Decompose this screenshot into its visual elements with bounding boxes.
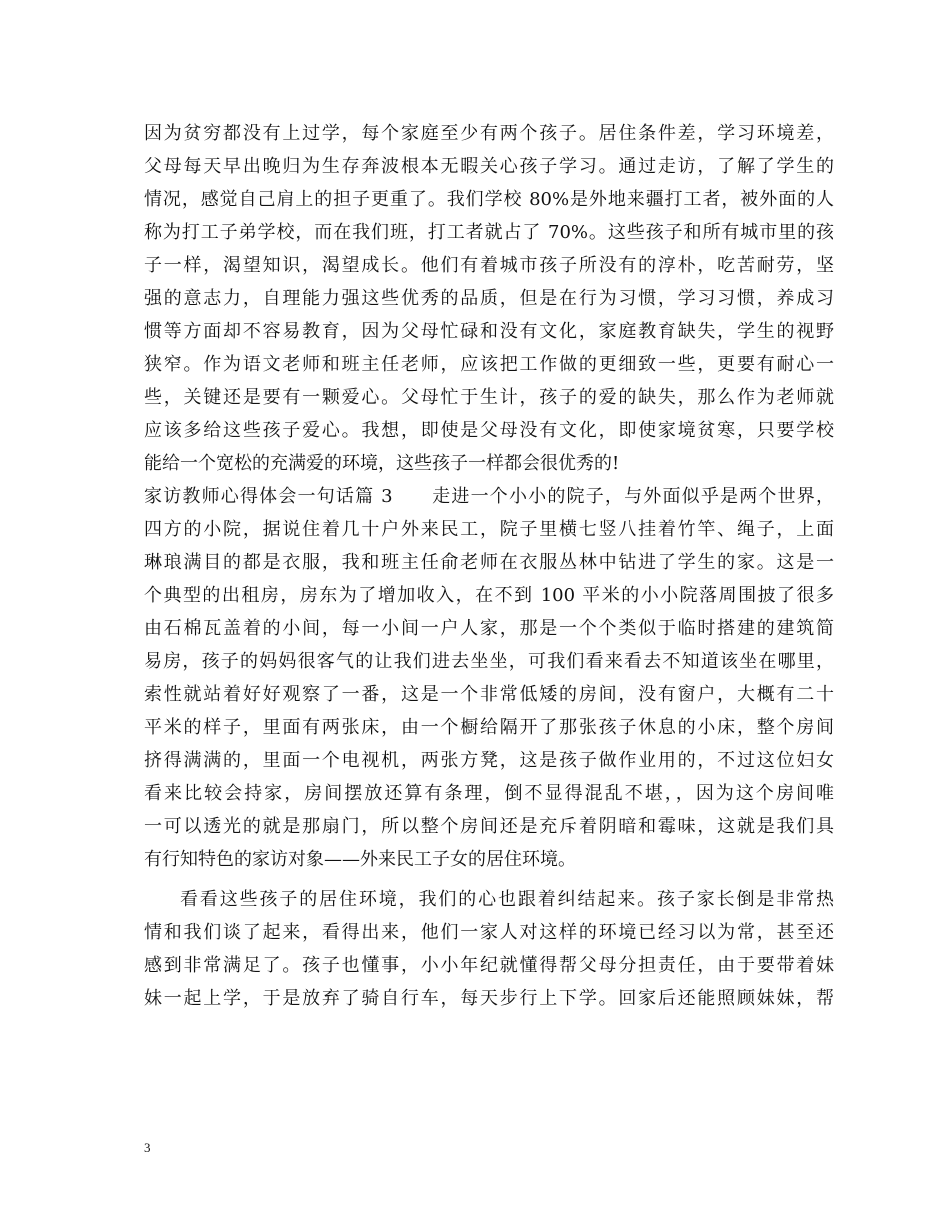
text-line: 挤得满满的，里面一个电视机，两张方凳，这是孩子做作业用的，不过这位妇女: [144, 750, 834, 771]
text-line: 平米的样子，里面有两张床，由一个橱给隔开了那张孩子休息的小床，整个房间: [144, 717, 834, 738]
text-line: 惯等方面却不容易教育，因为父母忙碌和没有文化，家庭教育缺失，学生的视野: [144, 321, 834, 342]
text-line: 索性就站着好好观察了一番，这是一个非常低矮的房间，没有窗户，大概有二十: [144, 684, 834, 705]
text-line: 感到非常满足了。孩子也懂事，小小年纪就懂得帮父母分担责任，由于要带着妹: [144, 955, 834, 976]
text-line: 些，关键还是要有一颗爱心。父母忙于生计，孩子的爱的缺失，那么作为老师就: [144, 387, 834, 408]
text-line: 应该多给这些孩子爱心。我想，即使是父母没有文化，即使家境贫寒，只要学校: [144, 420, 834, 441]
page-number: 3: [144, 1140, 151, 1155]
text-line: 狭窄。作为语文老师和班主任老师，应该把工作做的更细致一些，更要有耐心一: [144, 354, 834, 375]
text-line: 琳琅满目的都是衣服，我和班主任俞老师在衣服丛林中钻进了学生的家。这是一: [144, 552, 834, 573]
text-line: 易房，孩子的妈妈很客气的让我们进去坐坐，可我们看来看去不知道该坐在哪里，: [144, 651, 834, 672]
text-line: 强的意志力，自理能力强这些优秀的品质，但是在行为习惯，学习习惯，养成习: [144, 288, 834, 309]
text-line: 称为打工子弟学校，而在我们班，打工者就占了 70%。这些孩子和所有城市里的孩: [144, 222, 834, 243]
text-line: 个典型的出租房，房东为了增加收入，在不到 100 平米的小小院落周围披了很多: [144, 585, 834, 606]
text-line: 子一样，渴望知识，渴望成长。他们有着城市孩子所没有的淳朴，吃苦耐劳，坚: [144, 255, 834, 276]
paragraph-first-line: 看看这些孩子的居住环境，我们的心也跟着纠结起来。孩子家长倒是非常热: [180, 889, 834, 910]
text-line: 能给一个宽松的充满爱的环境，这些孩子一样都会很优秀的!: [144, 453, 620, 474]
section-heading-line: 家访教师心得体会一句话篇 3 走进一个小小的院子，与外面似乎是两个世界，: [144, 486, 834, 507]
text-line: 妹一起上学，于是放弃了骑自行车，每天步行上下学。回家后还能照顾妹妹，帮: [144, 988, 834, 1009]
body-text: [144, 117, 834, 1015]
text-line: 有行知特色的家访对象——外来民工子女的居住环境。: [144, 849, 576, 870]
text-line: 因为贫穷都没有上过学，每个家庭至少有两个孩子。居住条件差，学习环境差，: [144, 123, 834, 144]
text-line: 情和我们谈了起来，看得出来，他们一家人对这样的环境已经习以为常，甚至还: [144, 922, 834, 943]
text-line: 一可以透光的就是那扇门，所以整个房间还是充斥着阴暗和霉味，这就是我们具: [144, 816, 834, 837]
text-line: 父母每天早出晚归为生存奔波根本无暇关心孩子学习。通过走访，了解了学生的: [144, 156, 834, 177]
text-line: 情况，感觉自己肩上的担子更重了。我们学校 80%是外地来疆打工者，被外面的人: [144, 189, 834, 210]
text-line: 看来比较会持家，房间摆放还算有条理，倒不显得混乱不堪，，因为这个房间唯: [144, 783, 834, 804]
text-line: 四方的小院，据说住着几十户外来民工，院子里横七竖八挂着竹竿、绳子，上面: [144, 519, 834, 540]
text-line: 由石棉瓦盖着的小间，每一小间一户人家，那是一个个类似于临时搭建的建筑简: [144, 618, 834, 639]
